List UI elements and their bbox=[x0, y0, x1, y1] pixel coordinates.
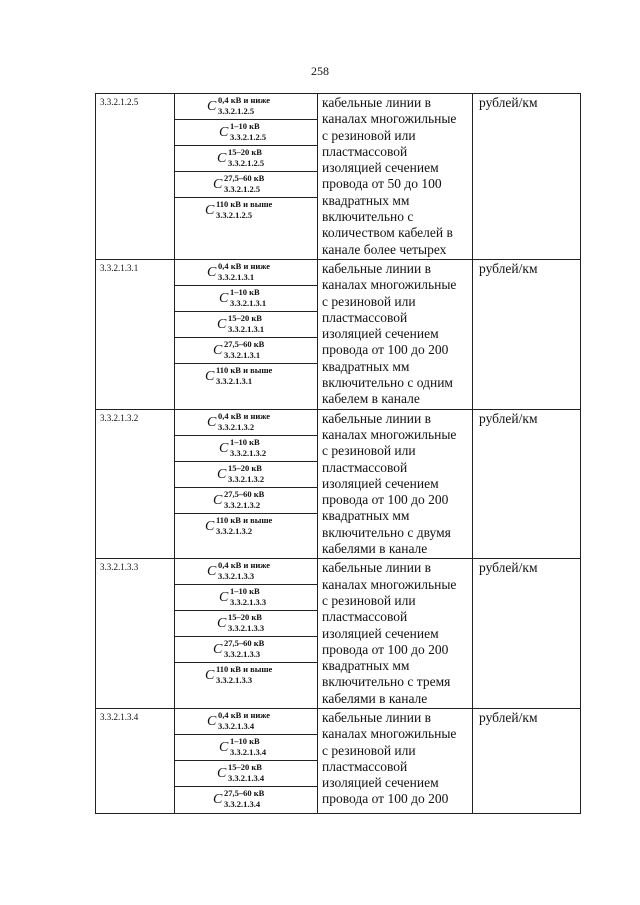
symbol-base: C bbox=[213, 642, 223, 658]
symbol-subscript: 3.3.2.1.3.4 bbox=[224, 798, 261, 809]
symbol-superscript: 27,5–60 кВ bbox=[224, 173, 265, 183]
row-code: 3.3.2.1.3.4 bbox=[100, 711, 139, 722]
symbol-superscript: 110 кВ и выше bbox=[216, 664, 273, 675]
description-line: квадратных мм bbox=[322, 358, 410, 374]
symbol-base: C bbox=[219, 590, 229, 606]
symbol-superscript: 0,4 кВ и ниже bbox=[218, 260, 271, 271]
description-line: каналах многожильные bbox=[322, 576, 457, 592]
description-line: количеством кабелей в bbox=[322, 225, 453, 241]
symbol-base: C bbox=[219, 440, 229, 456]
symbol-base: C bbox=[217, 151, 227, 166]
symbol-subscript: 3.3.2.1.2.5 bbox=[218, 106, 255, 116]
row-unit: рублей/км bbox=[472, 410, 580, 559]
symbol-superscript: 15–20 кВ bbox=[228, 761, 262, 772]
description-line: провода от 100 до 200 bbox=[322, 641, 449, 657]
description-line: пластмассовой bbox=[322, 143, 408, 159]
cost-symbol bbox=[175, 462, 317, 488]
symbol-subscript: 3.3.2.1.3.1 bbox=[230, 297, 267, 308]
symbol-subscript: 3.3.2.1.3.4 bbox=[228, 772, 265, 783]
cost-symbol bbox=[175, 488, 317, 514]
cost-symbol bbox=[175, 514, 317, 540]
description-line: провода от 50 до 100 bbox=[322, 176, 442, 192]
description-line: кабельные линии в bbox=[322, 95, 431, 110]
cost-symbol bbox=[175, 146, 317, 172]
symbol-subscript: 3.3.2.1.3.1 bbox=[224, 349, 261, 360]
description-line: каналах многожильные bbox=[322, 277, 457, 293]
description-line: пластмассовой bbox=[322, 758, 408, 774]
symbol-base: C bbox=[207, 414, 217, 430]
row-unit: рублей/км bbox=[472, 94, 580, 259]
symbol-subscript: 3.3.2.1.3.2 bbox=[218, 421, 255, 432]
description-line: каналах многожильные bbox=[322, 426, 457, 442]
symbol-base: C bbox=[217, 616, 227, 632]
description-line: с резиновой или bbox=[322, 293, 416, 309]
symbol-subscript: 3.3.2.1.3.4 bbox=[218, 720, 255, 731]
description-line: пластмассовой bbox=[322, 609, 408, 625]
symbol-subscript: 3.3.2.1.3.1 bbox=[228, 323, 265, 334]
symbol-subscript: 3.3.2.1.3.3 bbox=[230, 597, 267, 608]
description-line: кабелями в канале bbox=[322, 690, 428, 706]
symbol-base: C bbox=[205, 203, 215, 218]
description-line: кабельные линии в bbox=[322, 260, 431, 276]
symbol-subscript: 3.3.2.1.3.2 bbox=[216, 525, 253, 536]
description-line: кабельные линии в bbox=[322, 709, 431, 725]
row-unit: рублей/км bbox=[472, 559, 580, 708]
symbol-subscript: 3.3.2.1.3.3 bbox=[224, 649, 261, 660]
symbol-superscript: 27,5–60 кВ bbox=[224, 338, 265, 349]
symbol-subscript: 3.3.2.1.3.3 bbox=[218, 571, 255, 582]
description-line: с резиновой или bbox=[322, 742, 416, 758]
table-row bbox=[96, 708, 580, 813]
row-code: 3.3.2.1.3.2 bbox=[100, 412, 139, 423]
symbol-base: C bbox=[207, 713, 217, 729]
cost-symbol bbox=[175, 410, 317, 436]
symbol-base: C bbox=[205, 368, 215, 384]
symbol-base: C bbox=[213, 177, 223, 192]
description-line: канале более четырех bbox=[322, 241, 447, 257]
description-line: квадратных мм bbox=[322, 658, 410, 674]
symbol-cell bbox=[174, 559, 317, 708]
description-line: изоляцией сечением bbox=[322, 160, 439, 176]
row-description bbox=[317, 709, 472, 813]
symbol-superscript: 0,4 кВ и ниже bbox=[218, 410, 271, 421]
symbol-subscript: 3.3.2.1.3.2 bbox=[228, 473, 265, 484]
symbol-base: C bbox=[213, 791, 223, 807]
cost-symbol bbox=[175, 94, 317, 120]
symbol-base: C bbox=[205, 668, 215, 684]
symbol-subscript: 3.3.2.1.2.5 bbox=[224, 184, 261, 194]
table-row bbox=[96, 259, 580, 409]
symbol-base: C bbox=[207, 564, 217, 580]
symbol-subscript: 3.3.2.1.3.2 bbox=[224, 499, 261, 510]
symbol-superscript: 1–10 кВ bbox=[230, 586, 260, 597]
symbol-subscript: 3.3.2.1.3.4 bbox=[230, 746, 267, 757]
description-line: каналах многожильные bbox=[322, 726, 457, 742]
description-line: квадратных мм bbox=[322, 192, 410, 208]
description-line: кабельные линии в bbox=[322, 560, 431, 576]
symbol-cell bbox=[174, 260, 317, 409]
table-row bbox=[96, 94, 580, 259]
row-description bbox=[317, 94, 472, 259]
page-number: 258 bbox=[311, 64, 329, 78]
description-line: с резиновой или bbox=[322, 592, 416, 608]
symbol-base: C bbox=[219, 125, 229, 140]
symbol-superscript: 110 кВ и выше bbox=[216, 364, 273, 375]
row-unit: рублей/км bbox=[472, 709, 580, 813]
cost-symbol bbox=[175, 172, 317, 198]
symbol-superscript: 0,4 кВ и ниже bbox=[218, 560, 271, 571]
description-line: каналах многожильные bbox=[322, 111, 457, 127]
description-line: кабелем в канале bbox=[322, 391, 420, 407]
cost-symbol bbox=[175, 260, 317, 286]
table-row bbox=[96, 409, 580, 559]
cost-symbol bbox=[175, 585, 317, 611]
row-code: 3.3.2.1.3.1 bbox=[100, 262, 139, 273]
symbol-superscript: 27,5–60 кВ bbox=[224, 488, 265, 499]
symbol-base: C bbox=[217, 466, 227, 482]
description-line: изоляцией сечением bbox=[322, 475, 439, 491]
symbol-subscript: 3.3.2.1.3.3 bbox=[228, 623, 265, 634]
cost-symbol bbox=[175, 761, 317, 787]
cost-symbol bbox=[175, 436, 317, 462]
symbol-superscript: 110 кВ и выше bbox=[216, 199, 273, 209]
description-line: изоляцией сечением bbox=[322, 775, 439, 791]
description-line: включительно с тремя bbox=[322, 674, 451, 690]
cost-symbol bbox=[175, 637, 317, 663]
description-line: с резиновой или bbox=[322, 443, 416, 459]
cost-symbol bbox=[175, 198, 317, 224]
symbol-base: C bbox=[217, 316, 227, 332]
description-line: пластмассовой bbox=[322, 309, 408, 325]
symbol-base: C bbox=[207, 264, 217, 280]
symbol-subscript: 3.3.2.1.3.3 bbox=[216, 675, 253, 686]
symbol-subscript: 3.3.2.1.2.5 bbox=[228, 158, 265, 168]
cost-symbol bbox=[175, 364, 317, 390]
row-description bbox=[317, 260, 472, 409]
symbol-subscript: 3.3.2.1.2.5 bbox=[230, 132, 267, 142]
row-code: 3.3.2.1.2.5 bbox=[100, 97, 139, 107]
description-line: с резиновой или bbox=[322, 127, 416, 143]
symbol-subscript: 3.3.2.1.3.1 bbox=[216, 375, 253, 386]
symbol-base: C bbox=[219, 739, 229, 755]
description-line: провода от 100 до 200 bbox=[322, 492, 449, 508]
symbol-base: C bbox=[219, 290, 229, 306]
symbol-subscript: 3.3.2.1.3.1 bbox=[218, 271, 255, 282]
description-line: включительно с bbox=[322, 209, 414, 225]
symbol-base: C bbox=[213, 342, 223, 358]
symbol-superscript: 1–10 кВ bbox=[230, 121, 260, 131]
cost-symbol bbox=[175, 286, 317, 312]
symbol-superscript: 0,4 кВ и ниже bbox=[218, 709, 271, 720]
cost-symbol bbox=[175, 663, 317, 689]
description-line: пластмассовой bbox=[322, 459, 408, 475]
symbol-cell bbox=[174, 709, 317, 813]
symbol-base: C bbox=[207, 99, 217, 114]
description-line: изоляцией сечением bbox=[322, 625, 439, 641]
symbol-base: C bbox=[213, 492, 223, 508]
symbol-superscript: 27,5–60 кВ bbox=[224, 787, 265, 798]
symbol-superscript: 0,4 кВ и ниже bbox=[218, 95, 271, 105]
symbol-subscript: 3.3.2.1.3.2 bbox=[230, 447, 267, 458]
symbol-superscript: 27,5–60 кВ bbox=[224, 638, 265, 649]
symbol-cell bbox=[174, 94, 317, 259]
row-code: 3.3.2.1.3.3 bbox=[100, 562, 139, 573]
symbol-superscript: 1–10 кВ bbox=[230, 735, 260, 746]
description-line: провода от 100 до 200 bbox=[322, 342, 449, 358]
cost-symbol bbox=[175, 611, 317, 637]
cost-symbol bbox=[175, 735, 317, 761]
description-line: включительно с двумя bbox=[322, 524, 451, 540]
description-line: изоляцией сечением bbox=[322, 326, 439, 342]
symbol-superscript: 110 кВ и выше bbox=[216, 514, 273, 525]
cost-symbol bbox=[175, 120, 317, 146]
description-line: кабелями в канале bbox=[322, 541, 428, 557]
symbol-superscript: 15–20 кВ bbox=[228, 312, 262, 323]
cost-symbol bbox=[175, 312, 317, 338]
symbol-base: C bbox=[205, 518, 215, 534]
symbol-superscript: 1–10 кВ bbox=[230, 436, 260, 447]
row-description bbox=[317, 559, 472, 708]
row-description bbox=[317, 410, 472, 559]
tariff-table bbox=[95, 93, 581, 814]
symbol-superscript: 15–20 кВ bbox=[228, 612, 262, 623]
description-line: кабельные линии в bbox=[322, 410, 431, 426]
cost-symbol bbox=[175, 338, 317, 364]
description-line: квадратных мм bbox=[322, 508, 410, 524]
symbol-superscript: 15–20 кВ bbox=[228, 462, 262, 473]
cost-symbol bbox=[175, 787, 317, 813]
symbol-cell bbox=[174, 410, 317, 559]
cost-symbol bbox=[175, 709, 317, 735]
description-line: провода от 100 до 200 bbox=[322, 791, 449, 807]
symbol-subscript: 3.3.2.1.2.5 bbox=[216, 210, 253, 220]
symbol-base: C bbox=[217, 765, 227, 781]
row-unit: рублей/км bbox=[472, 260, 580, 409]
symbol-superscript: 15–20 кВ bbox=[228, 147, 262, 157]
symbol-superscript: 1–10 кВ bbox=[230, 286, 260, 297]
table-row bbox=[96, 558, 580, 708]
cost-symbol bbox=[175, 559, 317, 585]
description-line: включительно с одним bbox=[322, 375, 453, 391]
